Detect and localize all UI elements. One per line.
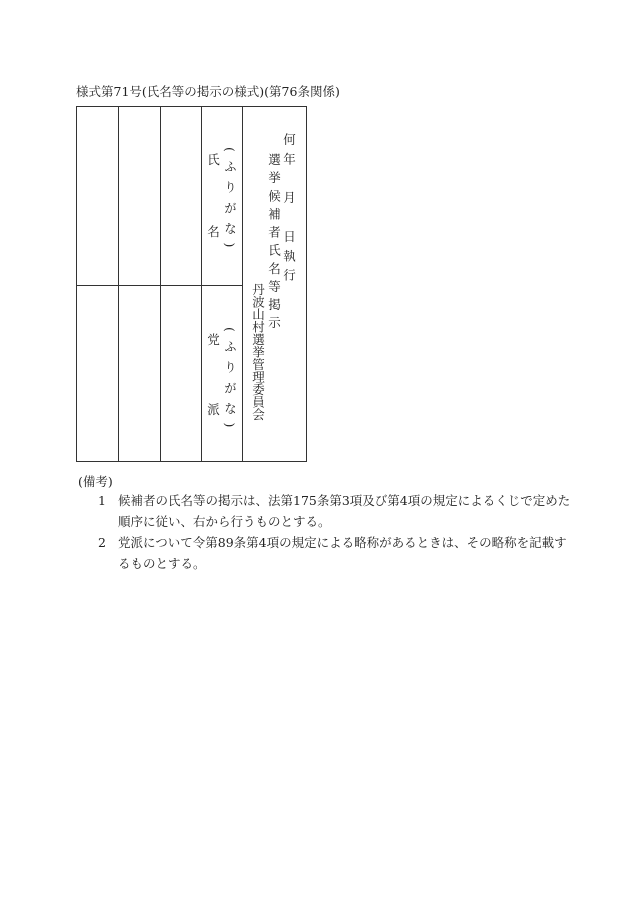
name-word-b: 名 [205,225,221,238]
note-item [98,532,573,574]
column-divider [242,107,243,461]
note-number: 2 [98,535,106,550]
form-title: 様式第71号(氏名等の掲示の様式)(第76条関係) [76,84,340,99]
notes-heading: (備考) [78,474,113,489]
note-text: 党派について令第89条第4項の規定による略称があるときは、その略称を記載するものとする。 [118,535,567,571]
column-divider [118,107,119,461]
column-divider [160,107,161,461]
note-number: 1 [98,493,106,508]
party-word-a: 党 [205,333,221,346]
column-divider [201,107,202,461]
name-furigana-label: (ふりがな) [222,147,238,256]
name-word-a: 氏 [205,153,221,166]
party-word-b: 派 [205,403,221,416]
note-text: 候補者の氏名等の掲示は、法第175条第3項及び第4項の規定によるくじで定めた順序に従い、右から行うものとする。 [118,493,571,529]
election-date-line: 何年 月 日執行 [281,133,297,288]
committee-line: 丹波山村選挙管理委員会 [250,283,266,421]
party-furigana-label: (ふりがな) [222,327,238,436]
election-title-line: 選挙候補者氏名等掲示 [266,153,282,335]
note-item [98,490,573,532]
row-divider [77,285,242,286]
posting-form-table [76,106,307,462]
